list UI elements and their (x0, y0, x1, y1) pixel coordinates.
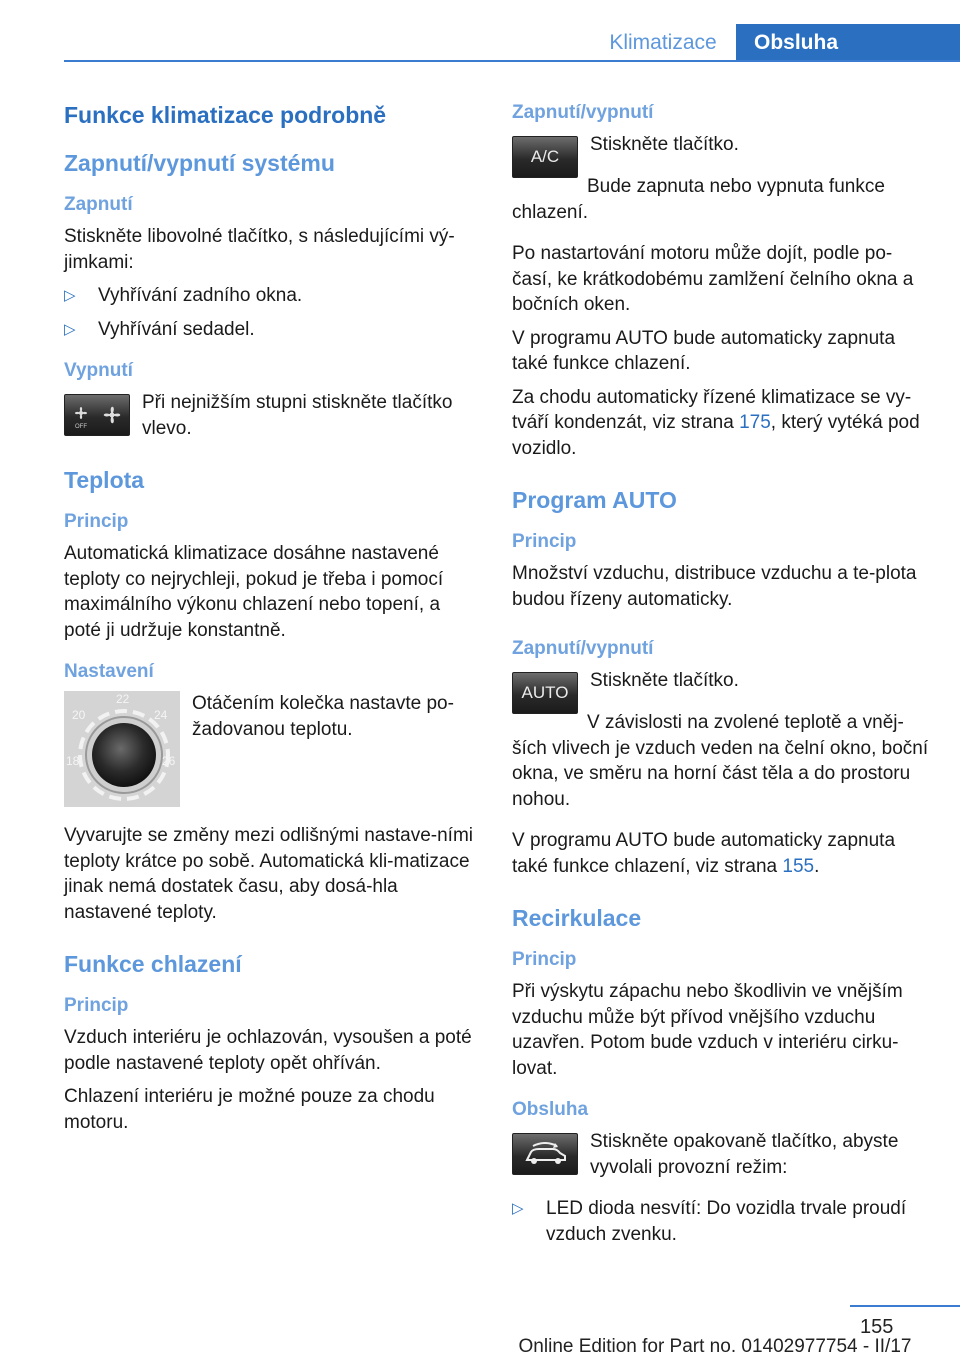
edition-text: Online Edition for Part no. 01402977754 - II/17 (518, 1336, 912, 1357)
cooling-text-1: Vzduch interiéru je ochlazován, vysoušen a poté podle nastavené teploty opět ohříván. (64, 1027, 472, 1074)
ac-heading: Zapnutí/vypnutí (512, 102, 654, 123)
recirc-heading: Recirkulace (512, 905, 642, 931)
on-text: Stiskněte libovolné tlačítko, s následujícími vý-jimkami: (64, 226, 455, 273)
cooling-text-2: Chlazení interiéru je možné pouze za chodu motoru. (64, 1086, 435, 1133)
auto-text-1: Množství vzduchu, distribuce vzduchu a te-plota budou řízeny automaticky. (512, 563, 917, 610)
svg-text:OFF: OFF (75, 424, 87, 430)
list-item-text: Vyhřívání sedadel. (98, 318, 255, 340)
main-heading: Funkce klimatizace podrobně (64, 102, 387, 128)
auto-heading: Program AUTO (512, 487, 677, 513)
recirc-principle-heading: Princip (512, 949, 577, 970)
header-tab: Obsluha (736, 24, 960, 62)
list-item-text: LED dioda nesvítí: Do vozidla trvale proudí vzduch zvenku. (546, 1198, 907, 1245)
recirc-modes-list (512, 1196, 932, 1247)
warning-text: Vyvarujte se změny mezi odlišnými nastave-ními teploty krátce po sobě. Automatická kli-matizace jinak nemá dostatek času, aby dosá-hla nastavené teploty. (64, 825, 473, 923)
auto-text-2: Stiskněte tlačítko. (590, 670, 739, 691)
header-rule (64, 60, 960, 62)
page-link[interactable]: 175 (739, 412, 771, 433)
triangle-bullet-icon: ▷ (64, 320, 76, 338)
ac-button-image (512, 136, 578, 178)
recirc-text-2: Stiskněte opakovaně tlačítko, abyste vyvolali provozní režim: (590, 1131, 899, 1178)
operation-heading: Obsluha (512, 1099, 589, 1120)
recirculation-button-image (512, 1133, 578, 1175)
list-item (64, 317, 474, 343)
auto-onoff-heading: Zapnutí/vypnutí (512, 638, 654, 659)
knob-label: 24 (154, 708, 168, 722)
left-column (64, 100, 474, 1143)
fan-icon (67, 400, 127, 430)
cooling-heading: Funkce chlazení (64, 951, 242, 977)
auto-principle-heading: Princip (512, 531, 577, 552)
ac-text-1: Stiskněte tlačítko. (590, 134, 739, 155)
off-heading: Vypnutí (64, 360, 133, 381)
setting-text: Otáčením kolečka nastavte po-žadovanou teplotu. (192, 693, 454, 740)
on-exceptions-list (64, 283, 474, 342)
ac-text-2: Bude zapnuta nebo vypnuta funkce chlazení. (512, 176, 885, 223)
triangle-bullet-icon: ▷ (64, 287, 76, 304)
auto-button-label: AUTO (521, 683, 569, 702)
principle-heading: Princip (64, 511, 129, 532)
ac-button-label: A/C (530, 147, 560, 166)
header-section: Klimatizace (609, 31, 717, 54)
auto-button-image (512, 672, 578, 714)
knob-label: 20 (72, 708, 86, 722)
fan-off-button-image (64, 394, 130, 436)
knob-label: 26 (162, 754, 176, 768)
cooling-principle-heading: Princip (64, 995, 129, 1016)
ac-text-4: V programu AUTO bude automaticky zapnuta také funkce chlazení. (512, 327, 896, 374)
page-link[interactable]: 155 (782, 855, 815, 877)
auto-text-3: V závislosti na zvolené teplotě a vněj-ších vlivech je vzduch veden na čelní okno, boční okna, ve směru na horní část těla a do prostoru nohou. (512, 712, 929, 810)
off-text: Při nejnižším stupni stiskněte tlačítko vlevo. (142, 392, 453, 439)
list-item (64, 283, 474, 309)
footer-rule (850, 1305, 960, 1307)
ac-text-3: Po nastartování motoru může dojít, podle po-časí, ke krátkodobému zamlžení čelního okna a bočních oken. (512, 243, 914, 315)
page-number: 155 (860, 1316, 894, 1338)
setting-heading: Nastavení (64, 661, 154, 682)
temperature-heading: Teplota (64, 467, 145, 493)
temperature-knob-icon (64, 691, 180, 807)
auto-text-4: V programu AUTO bude automaticky zapnuta také funkce chlazení, viz strana 155. (512, 830, 896, 877)
knob-label: 18 (66, 754, 80, 768)
recirc-text-1: Při výskytu zápachu nebo škodlivin ve vnějším vzduchu může být přívod vnějšího vzduchu uzavřen. Potom bude vzduch v interiéru cirku-lovat. (512, 981, 903, 1079)
list-item (512, 1196, 932, 1247)
temperature-knob-image (64, 691, 180, 807)
knob-label: 22 (116, 692, 130, 706)
principle-text: Automatická klimatizace dosáhne nastavené teploty co nejrychleji, pokud je třeba i pomocí maximálního výkonu chlazení nebo topení, a poté ji udržuje konstantně. (64, 543, 444, 641)
on-heading: Zapnutí (64, 194, 133, 215)
triangle-bullet-icon: ▷ (512, 1200, 524, 1217)
right-column (512, 100, 932, 1255)
recirculation-car-icon (519, 1140, 571, 1168)
system-heading: Zapnutí/vypnutí systému (64, 150, 335, 176)
list-item-text: Vyhřívání zadního okna. (98, 285, 303, 306)
ac-text-5: Za chodu automaticky řízené klimatizace se vy-tváří kondenzát, viz strana 175, který vytéká pod vozidlo. (512, 386, 920, 459)
